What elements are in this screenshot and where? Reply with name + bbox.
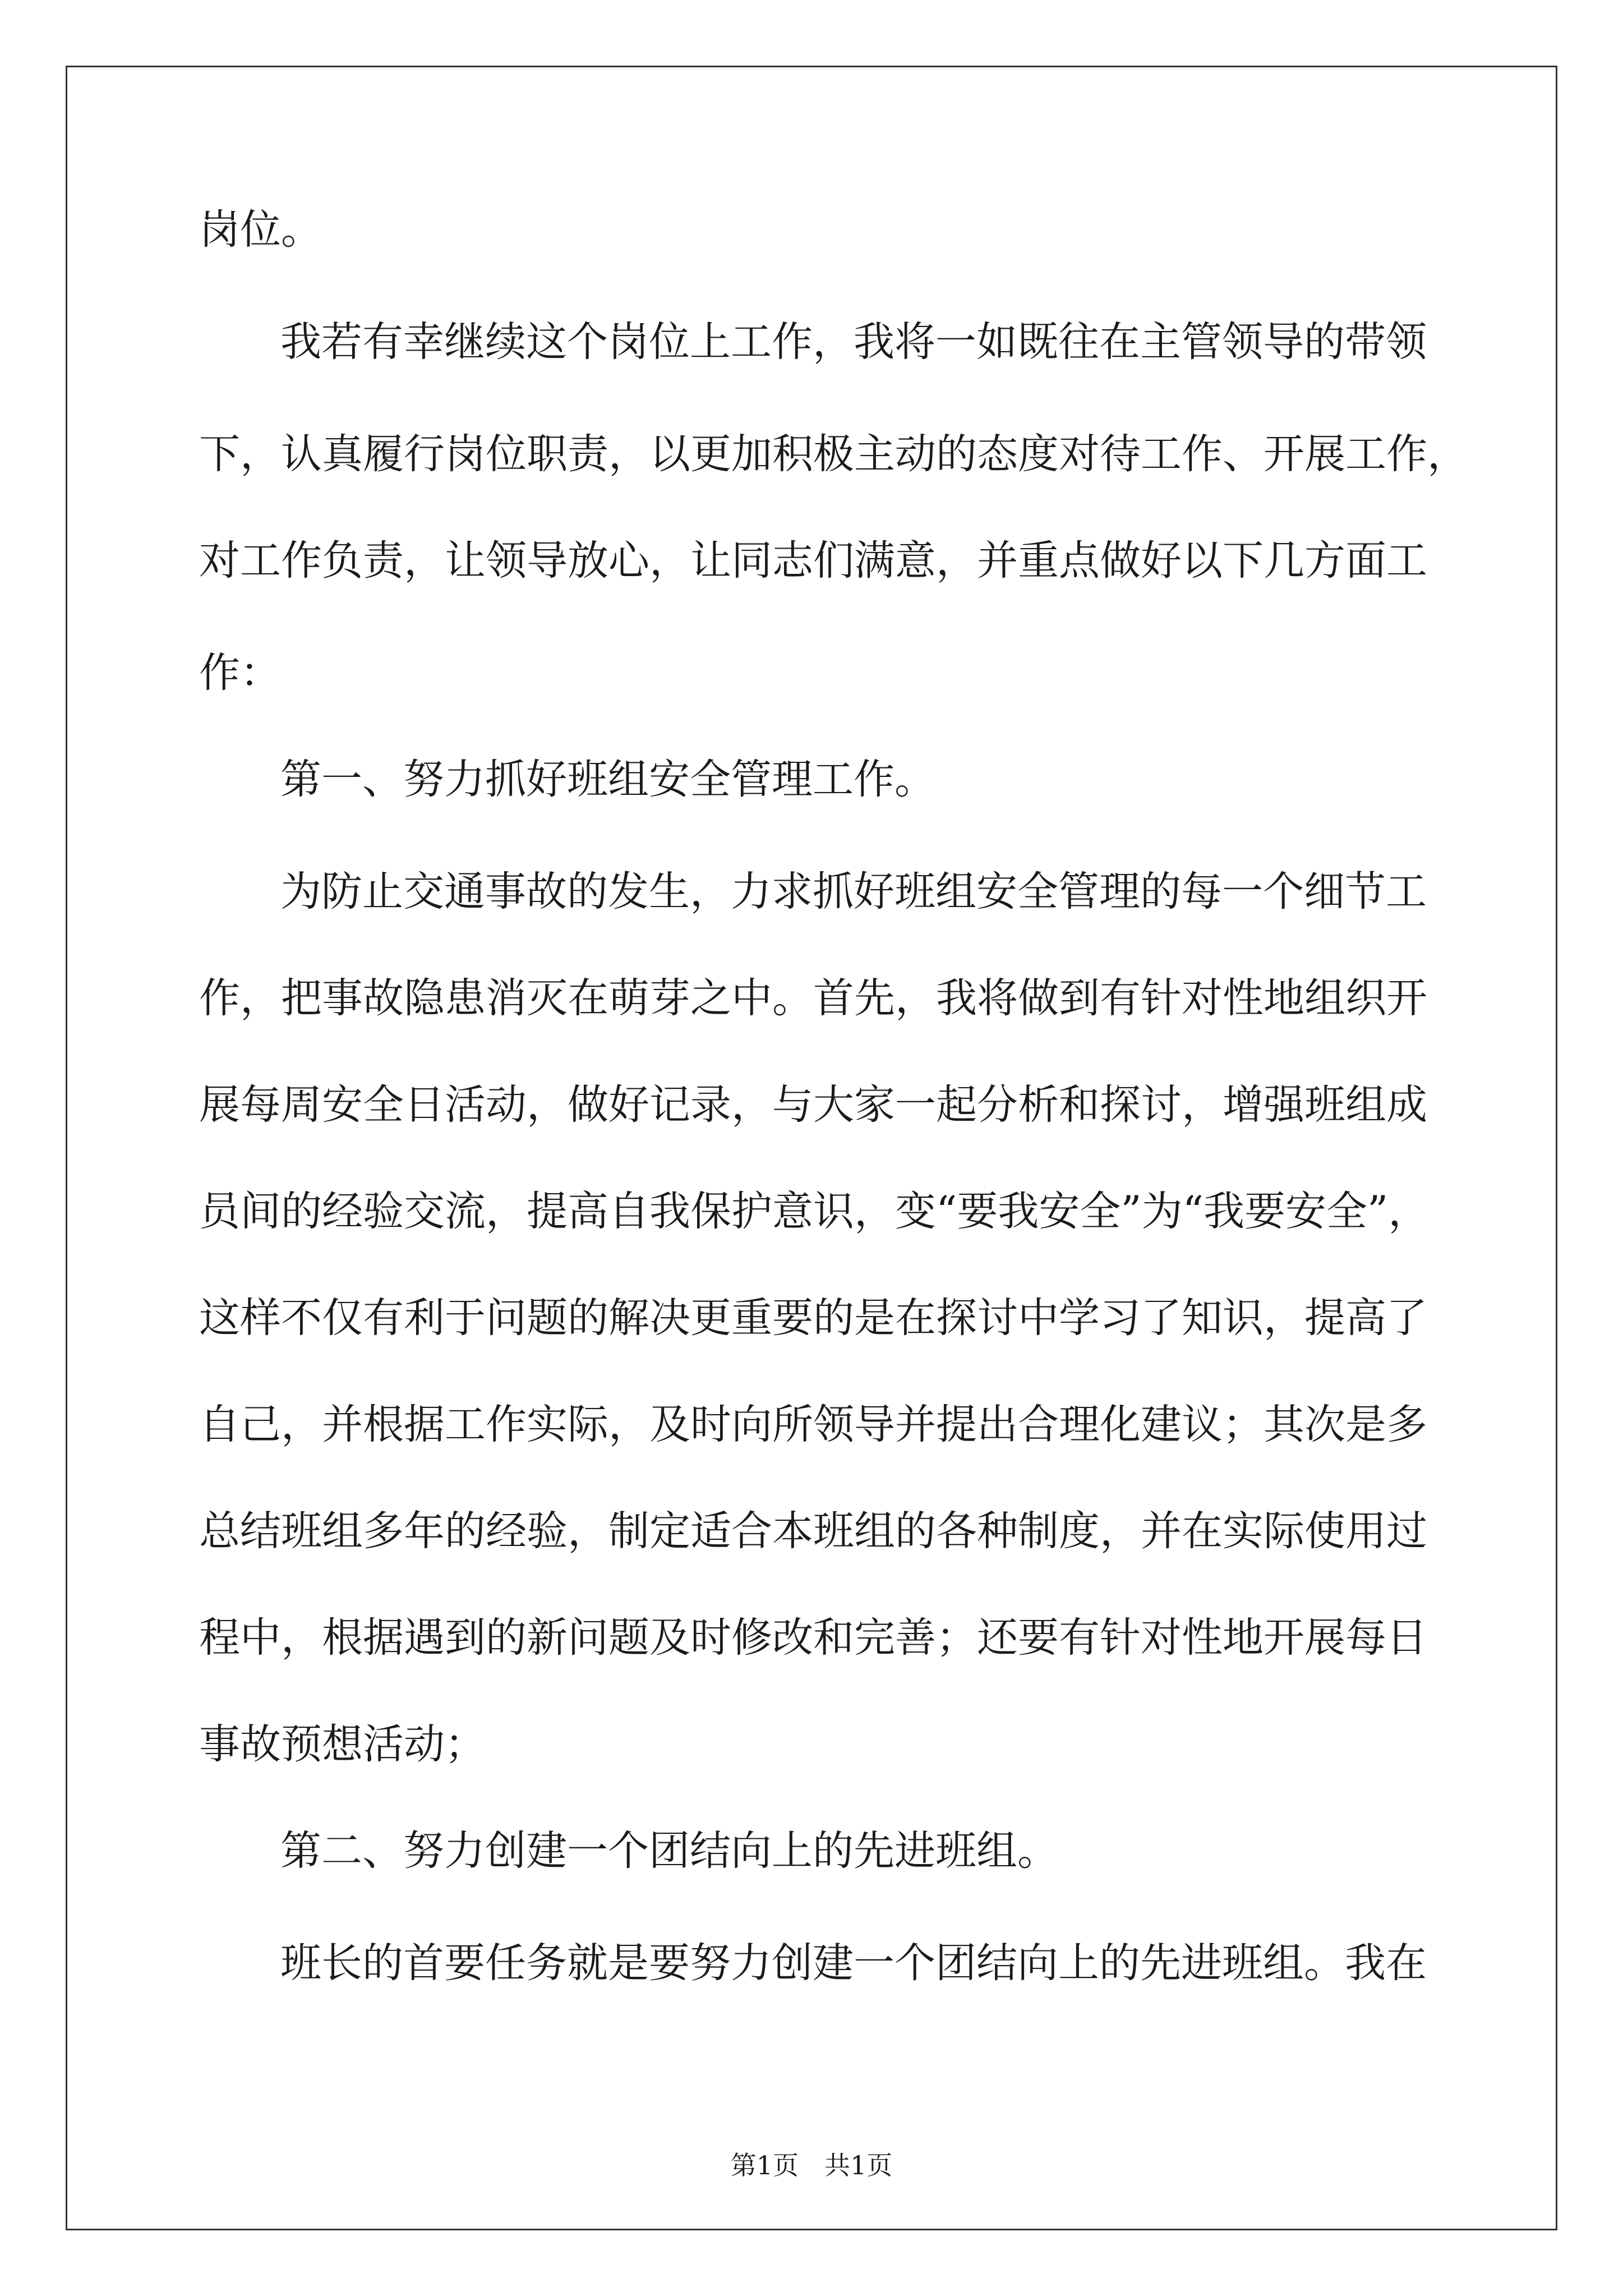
page-border [66, 66, 1557, 2230]
page-footer: 第1页 共1页 [730, 2150, 893, 2180]
